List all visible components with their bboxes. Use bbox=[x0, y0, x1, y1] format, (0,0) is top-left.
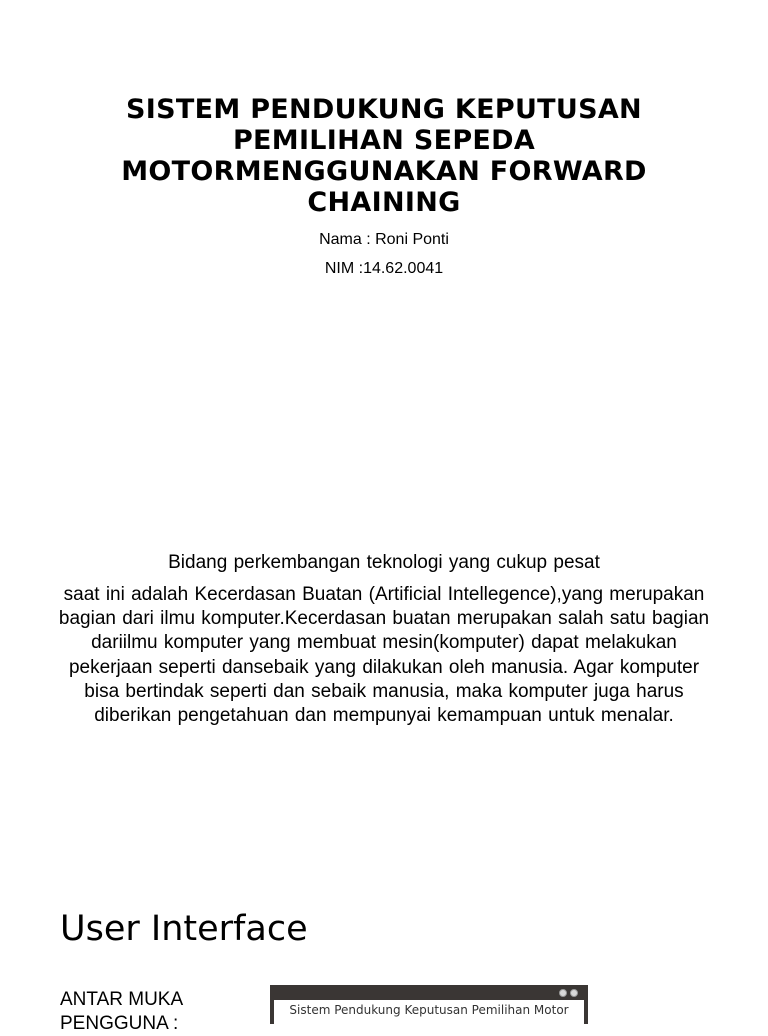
window-controls bbox=[559, 989, 578, 999]
abstract-first-line: Bidang perkembangan teknologi yang cukup pesat bbox=[168, 552, 600, 573]
window-minimize-icon bbox=[559, 989, 567, 997]
document-title: SISTEM PENDUKUNG KEPUTUSAN PEMILIHAN SEPEDA MOTORMENGGUNAKAN FORWARD CHAINING bbox=[121, 94, 647, 218]
section-heading-user-interface: User Interface bbox=[60, 909, 308, 949]
user-interface-label-line2: PENGGUNA : bbox=[60, 1013, 179, 1034]
student-id: NIM :14.62.0041 bbox=[324, 260, 444, 277]
author-name: Nama : Roni Ponti bbox=[319, 231, 449, 248]
app-screenshot-window bbox=[270, 985, 588, 1024]
user-interface-label-line1: ANTAR MUKA bbox=[60, 989, 184, 1010]
abstract-body: saat ini adalah Kecerdasan Buatan (Artificial Intellegence),yang merupakan bagian dari ilmu komputer.Kecerdasan buatan merupakan salah satu bagian dariilmu komputer yang membuat mesin(komputer) dapat melakukan pekerjaan seperti dansebaik yang dilakukan oleh manusia. Agar komputer bisa bertindak seperti dan sebaik manusia, maka komputer juga harus diberikan pengetahuan dan mempunyai kemampuan untuk menalar. bbox=[58, 584, 710, 727]
app-header-title: Sistem Pendukung Keputusan Pemilihan Motor bbox=[274, 1000, 584, 1024]
user-interface-label bbox=[60, 988, 230, 1036]
window-close-icon bbox=[570, 989, 578, 997]
